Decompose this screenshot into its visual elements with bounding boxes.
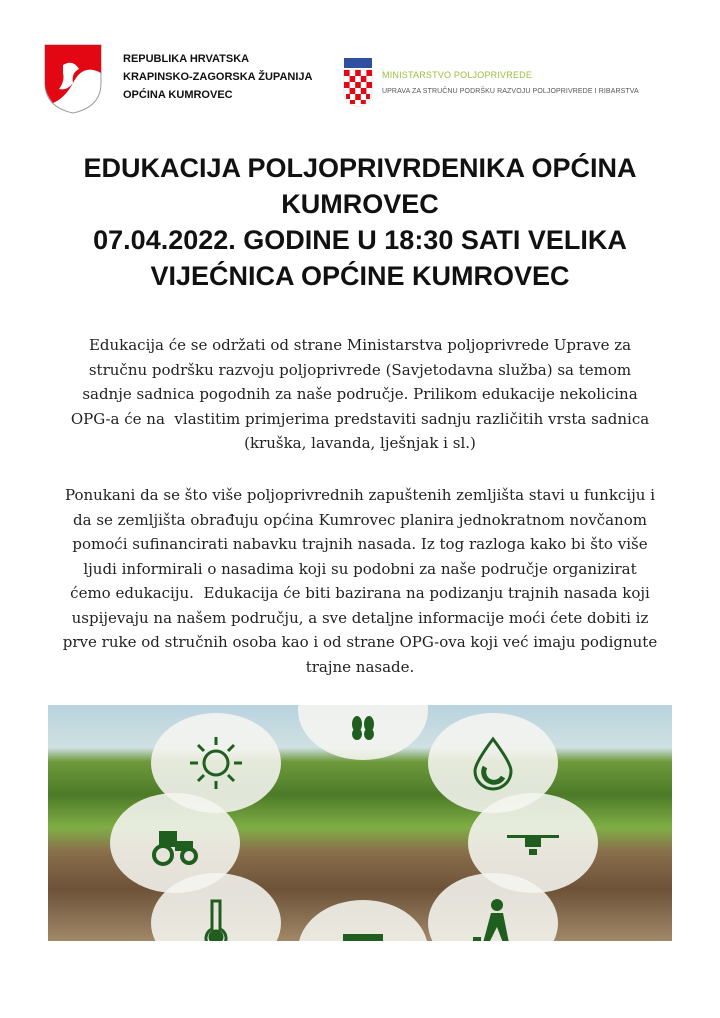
wheat-icon bbox=[298, 705, 428, 760]
title-line: EDUKACIJA POLJOPRIVRDENIKA OPĆINA bbox=[83, 153, 637, 183]
text-line: stručnu podršku razvoju poljoprivrede (Savjetodavna služba) sa temom bbox=[88, 360, 632, 379]
text-line: OPG-a će na vlastitim primjerima predstaviti sadnju različitih vrsta sadnica bbox=[70, 409, 650, 428]
title-line: 07.04.2022. GODINE U 18:30 SATI VELIKA bbox=[93, 225, 627, 255]
directorate-name: UPRAVA ZA STRUČNU PODRŠKU RAZVOJU POLJOPRIVREDE I RIBARSTVA bbox=[382, 88, 639, 95]
title-line: VIJEĆNICA OPĆINE KUMROVEC bbox=[150, 261, 570, 291]
document-title bbox=[20, 150, 700, 294]
header-line: KRAPINSKO-ZAGORSKA ŽUPANIJA bbox=[123, 71, 313, 83]
agriculture-illustration bbox=[48, 705, 672, 941]
text-line: ljudi informirali o nasadima koji su podobni za naše područje organizirat bbox=[83, 559, 637, 578]
harvester-icon bbox=[298, 900, 428, 941]
text-line: uspijevaju na našem području, a sve detaljne informacije moći ćete dobiti iz bbox=[71, 608, 649, 627]
croatian-coat-of-arms-logo bbox=[341, 58, 375, 108]
title-line: KUMROVEC bbox=[281, 189, 439, 219]
text-line: Ponukani da se što više poljoprivrednih zapuštenih zemljišta stavi u funkciju i bbox=[64, 486, 656, 504]
text-line: Edukacija će se održati od strane Ministarstva poljoprivrede Uprave za bbox=[88, 336, 632, 354]
text-line: sadnje sadnica pogodnih za naše područje. Prilikom edukacije nekolicina bbox=[82, 385, 638, 403]
issuer-header bbox=[123, 50, 312, 104]
paragraph-education bbox=[20, 333, 700, 456]
ministry-name: MINISTARSTVO POLJOPRIVREDE bbox=[382, 70, 533, 80]
text-line: pomoći sufinancirati nabavku trajnih nasada. Iz tog razloga kako bi što više bbox=[72, 535, 648, 553]
kumrovec-coat-of-arms-logo bbox=[43, 43, 103, 115]
text-line: da se zemljišta obrađuju općina Kumrovec planira jednokratnom novčanom bbox=[73, 510, 647, 529]
text-line: ćemo edukaciju. Edukacija će biti bazirana na podizanju trajnih nasada koji bbox=[70, 584, 650, 602]
header-line: OPĆINA KUMROVEC bbox=[123, 89, 233, 101]
text-line: trajne nasade. bbox=[305, 657, 415, 676]
text-line: prve ruke od stručnih osoba kao i od strane OPG-ova koji već imaju podignute bbox=[62, 633, 658, 651]
paragraph-cofinancing bbox=[20, 483, 700, 679]
text-line: (kruška, lavanda, lješnjak i sl.) bbox=[244, 434, 476, 452]
header-line: REPUBLIKA HRVATSKA bbox=[123, 53, 250, 65]
